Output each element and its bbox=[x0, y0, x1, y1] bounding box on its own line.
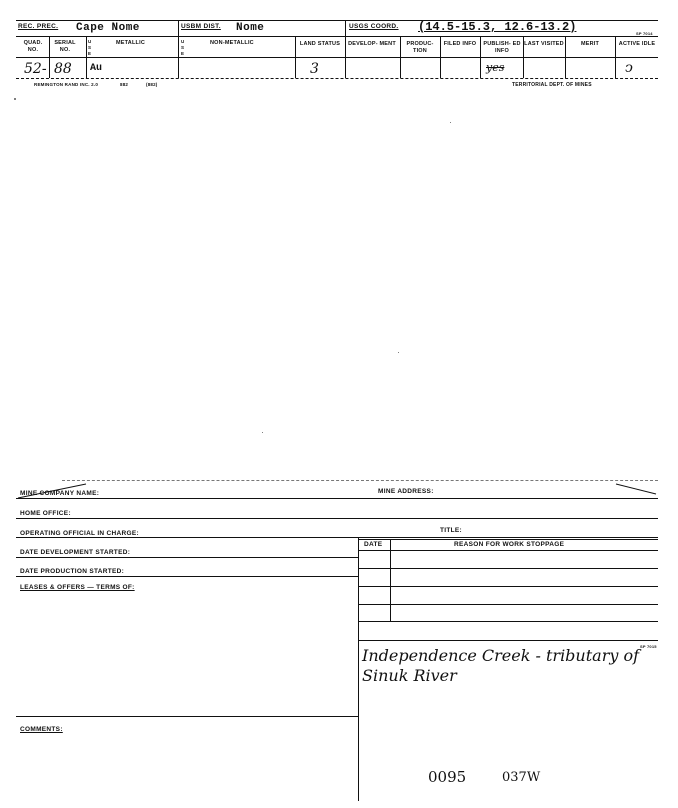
serial-no-header: SERIAL NO. bbox=[54, 40, 76, 53]
col-sep bbox=[400, 36, 401, 78]
col-sep bbox=[615, 36, 616, 78]
stoppage-row-rule bbox=[358, 621, 658, 622]
stoppage-row-rule bbox=[358, 604, 658, 605]
center-divider bbox=[358, 537, 359, 801]
col-sep bbox=[295, 36, 296, 78]
row-rule bbox=[16, 576, 358, 577]
comments-top-rule bbox=[16, 716, 358, 717]
serial-no-value: 88 bbox=[54, 61, 72, 77]
usgs-coord-label: USGS COORD. bbox=[349, 23, 399, 30]
scan-speck bbox=[450, 122, 451, 123]
col-sep bbox=[565, 36, 566, 78]
stoppage-header-rule bbox=[358, 550, 658, 551]
col-sep bbox=[480, 36, 481, 78]
published-info-value: yes bbox=[486, 61, 505, 74]
row-rule bbox=[16, 518, 658, 519]
use-metallic-marker: U S E bbox=[88, 39, 92, 56]
date-development-label: DATE DEVELOPMENT STARTED: bbox=[20, 549, 131, 556]
use-nonmetallic-marker: U S E bbox=[181, 39, 185, 56]
usgs-coord-value: (14.5-15.3, 12.6-13.2) bbox=[418, 20, 577, 34]
col-sep bbox=[440, 36, 441, 78]
usbm-dist-label: USBM DIST. bbox=[181, 23, 221, 30]
reason-header: REASON FOR WORK STOPPAGE bbox=[454, 541, 565, 548]
land-status-value: 3 bbox=[310, 61, 319, 77]
metallic-header: METALLIC bbox=[116, 40, 145, 46]
stoppage-row-rule bbox=[358, 568, 658, 569]
col-sep bbox=[345, 36, 346, 78]
header-row2-rule bbox=[16, 57, 658, 58]
rec-prec-label: REC. PREC. bbox=[18, 23, 59, 30]
bottom-code-2: 037W bbox=[502, 770, 541, 785]
non-metallic-header: NON-METALLIC bbox=[210, 40, 254, 46]
mine-address-label: MINE ADDRESS: bbox=[378, 488, 434, 495]
company-name-underline bbox=[16, 478, 658, 500]
printer-name: REMINGTON RAND INC. 2.0 bbox=[34, 82, 99, 87]
stoppage-top-rule bbox=[358, 539, 658, 540]
printer-code: 882 bbox=[120, 82, 129, 87]
stoppage-row-rule bbox=[358, 586, 658, 587]
leases-label: LEASES & OFFERS — TERMS OF: bbox=[20, 584, 135, 591]
usbm-dist-value: Nome bbox=[236, 22, 265, 34]
col-sep bbox=[178, 36, 179, 78]
row-rule bbox=[16, 557, 358, 558]
title-label: TITLE: bbox=[440, 527, 463, 534]
bottom-code-1: 0095 bbox=[428, 768, 467, 786]
rec-prec-value: Cape Nome bbox=[76, 22, 140, 34]
quad-no-value: 52- bbox=[24, 61, 47, 77]
row-rule bbox=[16, 537, 658, 538]
scan-speck bbox=[14, 98, 16, 100]
last-visited-header: LAST VISITED bbox=[524, 41, 564, 47]
form-code-2: SP 7015 bbox=[640, 644, 657, 649]
comments-label: COMMENTS: bbox=[20, 726, 63, 733]
row-rule bbox=[16, 498, 658, 499]
date-header: DATE bbox=[364, 541, 383, 548]
quad-no-header: QUAD. NO. bbox=[23, 40, 43, 53]
active-idle-header: ACTIVE IDLE bbox=[618, 41, 656, 47]
date-production-label: DATE PRODUCTION STARTED: bbox=[20, 568, 125, 575]
land-status-header: LAND STATUS bbox=[299, 41, 341, 47]
stoppage-col-sep bbox=[390, 539, 391, 621]
location-line-2: Sinuk River bbox=[362, 666, 457, 685]
department-name: TERRITORIAL DEPT. OF MINES bbox=[512, 82, 592, 88]
home-office-label: HOME OFFICE: bbox=[20, 510, 71, 517]
col-sep bbox=[178, 20, 179, 36]
col-sep bbox=[345, 20, 346, 36]
merit-header: MERIT bbox=[580, 41, 600, 47]
printer-code-2: (882) bbox=[146, 82, 158, 87]
header-row1-rule bbox=[16, 36, 658, 37]
form-code: SP 7014 bbox=[636, 31, 653, 36]
metallic-value: Au bbox=[90, 63, 103, 74]
active-idle-value: ↄ bbox=[625, 60, 633, 76]
mine-company-name-label: MINE COMPANY NAME: bbox=[20, 490, 100, 497]
published-info-header: PUBLISH- ED INFO bbox=[483, 41, 521, 54]
production-header: PRODUC- TION bbox=[406, 41, 434, 54]
scan-speck bbox=[398, 352, 399, 353]
filed-info-header: FILED INFO bbox=[443, 41, 477, 47]
location-card-rule bbox=[358, 640, 658, 641]
scan-speck bbox=[262, 432, 263, 433]
development-header: DEVELOP- MENT bbox=[348, 41, 396, 47]
col-sep bbox=[523, 36, 524, 78]
location-line-1: Independence Creek - tributary of bbox=[362, 646, 640, 665]
col-sep bbox=[86, 36, 87, 78]
col-sep bbox=[49, 36, 50, 78]
operating-official-label: OPERATING OFFICIAL IN CHARGE: bbox=[20, 530, 139, 537]
header-bottom-rule bbox=[16, 78, 658, 79]
